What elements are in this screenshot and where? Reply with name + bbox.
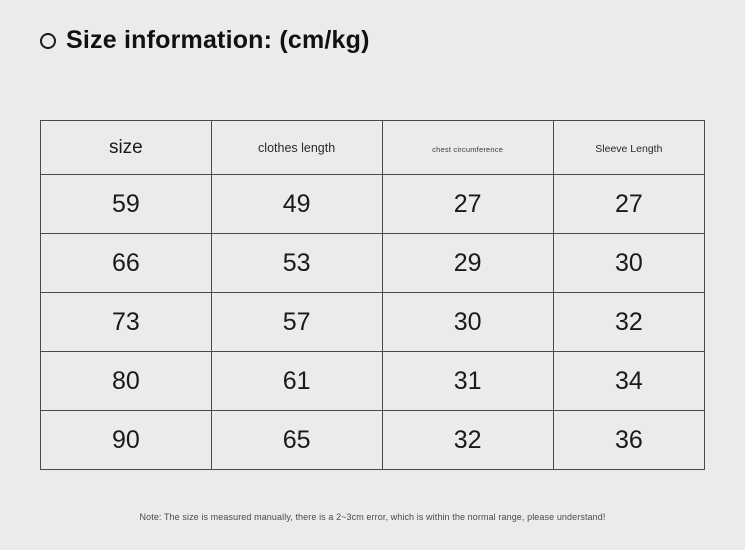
column-header-sleeve-length-label: Sleeve Length — [595, 142, 663, 155]
page-title-text: Size information: (cm/kg) — [66, 26, 370, 54]
cell-chest-circumference-value: 30 — [453, 307, 482, 336]
table-row — [41, 411, 705, 470]
table-row — [41, 293, 705, 352]
cell-size — [41, 175, 212, 234]
cell-chest-circumference — [382, 175, 553, 234]
cell-size — [41, 293, 212, 352]
cell-chest-circumference — [382, 234, 553, 293]
column-header-sleeve-length — [553, 121, 704, 175]
cell-clothes-length — [211, 293, 382, 352]
cell-chest-circumference — [382, 411, 553, 470]
column-header-size — [41, 121, 212, 175]
cell-chest-circumference-value: 32 — [453, 425, 482, 454]
cell-size-value: 80 — [111, 366, 140, 395]
cell-sleeve-length-value: 36 — [614, 425, 643, 454]
cell-size — [41, 411, 212, 470]
cell-sleeve-length-value: 34 — [614, 366, 643, 395]
cell-clothes-length — [211, 411, 382, 470]
circle-outline-icon — [40, 33, 56, 49]
cell-chest-circumference-value: 29 — [453, 248, 482, 277]
column-header-chest-circumference-label: chest circumference — [432, 144, 504, 154]
size-table — [40, 120, 705, 470]
table-header-row — [41, 121, 705, 175]
cell-size — [41, 352, 212, 411]
cell-chest-circumference — [382, 352, 553, 411]
cell-chest-circumference — [382, 293, 553, 352]
cell-size-value: 90 — [111, 425, 140, 454]
cell-clothes-length-value: 65 — [282, 425, 311, 454]
cell-sleeve-length-value: 30 — [614, 248, 643, 277]
cell-sleeve-length — [553, 411, 704, 470]
measurement-note: Note: The size is measured manually, there is a 2~3cm error, which is within the normal range, please understand! — [139, 512, 606, 522]
cell-chest-circumference-value: 31 — [453, 366, 482, 395]
cell-sleeve-length — [553, 175, 704, 234]
column-header-clothes-length-label: clothes length — [258, 140, 336, 155]
cell-clothes-length-value: 53 — [282, 248, 311, 277]
cell-size-value: 73 — [111, 307, 140, 336]
cell-sleeve-length — [553, 234, 704, 293]
cell-sleeve-length-value: 32 — [614, 307, 643, 336]
table-row — [41, 175, 705, 234]
column-header-size-label: size — [108, 136, 143, 158]
cell-clothes-length — [211, 175, 382, 234]
cell-clothes-length-value: 49 — [282, 189, 311, 218]
cell-clothes-length — [211, 352, 382, 411]
page-title — [40, 28, 370, 53]
table-row — [41, 234, 705, 293]
cell-sleeve-length — [553, 352, 704, 411]
cell-sleeve-length — [553, 293, 704, 352]
cell-size — [41, 234, 212, 293]
cell-size-value: 66 — [111, 248, 140, 277]
table-row — [41, 352, 705, 411]
cell-sleeve-length-value: 27 — [614, 189, 643, 218]
cell-size-value: 59 — [111, 189, 140, 218]
column-header-chest-circumference — [382, 121, 553, 175]
column-header-clothes-length — [211, 121, 382, 175]
cell-clothes-length — [211, 234, 382, 293]
cell-clothes-length-value: 61 — [282, 366, 311, 395]
cell-clothes-length-value: 57 — [282, 307, 311, 336]
cell-chest-circumference-value: 27 — [453, 189, 482, 218]
